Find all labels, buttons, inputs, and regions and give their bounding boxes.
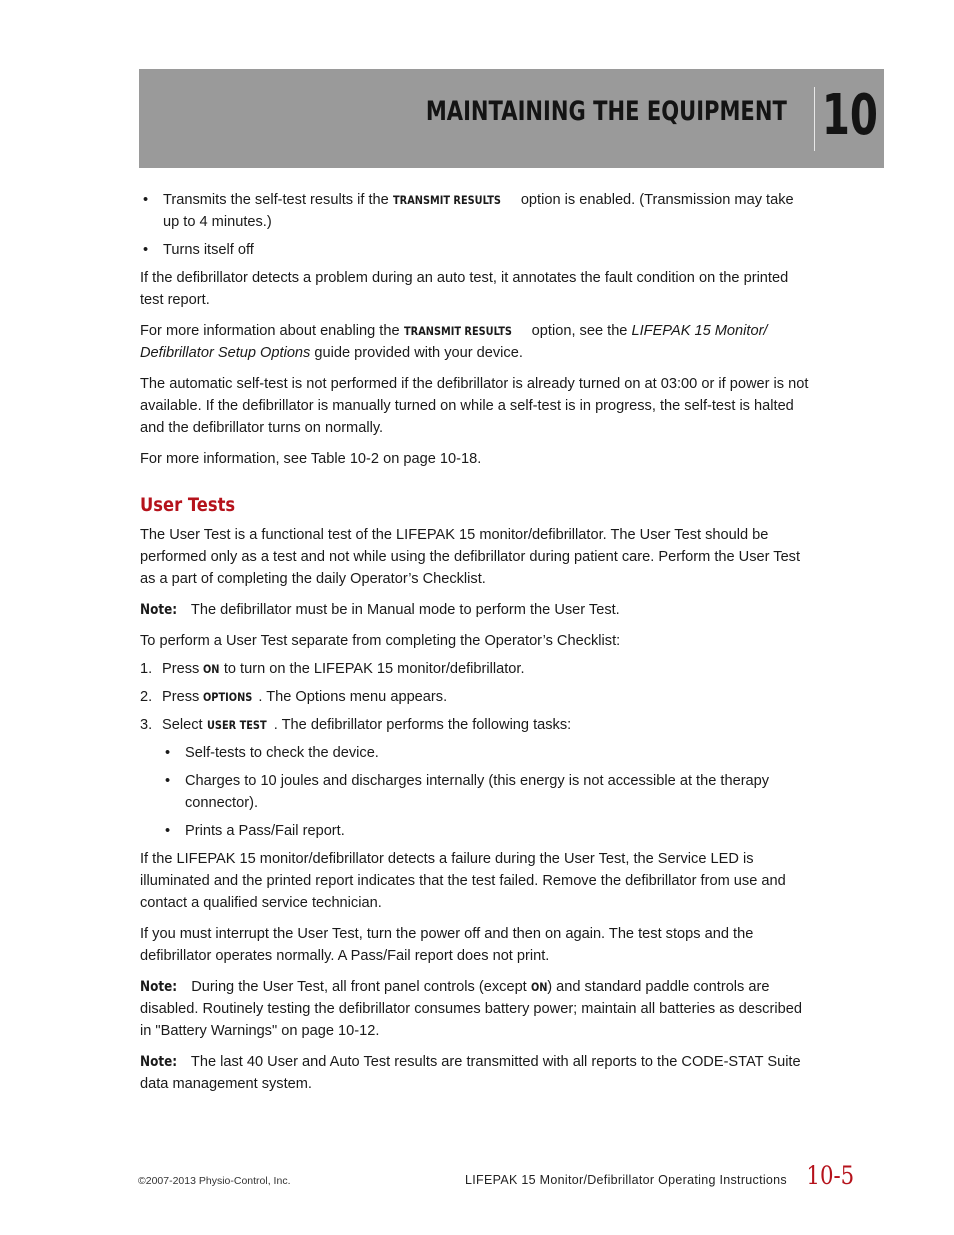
keyword: ON xyxy=(530,980,548,994)
tasks-list xyxy=(162,742,812,842)
keyword: OPTIONS xyxy=(203,690,253,704)
step-item: 2. Press OPTIONS . The Options menu appears. xyxy=(140,686,812,708)
list-item: • Turns itself off xyxy=(140,239,812,261)
paragraph: For more information, see Table 10-2 on page 10-18. xyxy=(140,451,482,467)
note: Note: The last 40 User and Auto Test results are transmitted with all reports to the CODE-STAT Suite data management system. xyxy=(140,1051,812,1095)
note-label: Note: xyxy=(140,1054,178,1070)
list-item: • Prints a Pass/Fail report. xyxy=(162,820,812,842)
paragraph: To perform a User Test separate from completing the Operator’s Checklist: xyxy=(140,633,621,649)
list-item: • Charges to 10 joules and discharges internally (this energy is not accessible at the therapy connector). xyxy=(162,770,812,814)
steps-list xyxy=(140,658,812,842)
paragraph: If the LIFEPAK 15 monitor/defibrillator detects a failure during the User Test, the Service LED is illuminated and the printed report indicates that the test failed. Remove the defibrillator from use and contact a qualified service technician. xyxy=(140,851,786,911)
step-item: 1. Press ON to turn on the LIFEPAK 15 monitor/defibrillator. xyxy=(140,658,812,680)
keyword: USER TEST xyxy=(206,718,267,732)
chapter-banner xyxy=(139,69,884,168)
keyword: TRANSMIT RESULTS xyxy=(392,193,501,207)
list-item: • Transmits the self-test results if the TRANSMIT RESULTS option is enabled. (Transmission may take up to 4 minutes.) xyxy=(140,189,812,233)
footer-copyright: ©2007-2013 Physio-Control, Inc. xyxy=(138,1175,291,1187)
note: Note: During the User Test, all front panel controls (except ON) and standard paddle controls are disabled. Routinely testing the defibrillator consumes battery power; maintain all batteries as described in "Battery Warnings" on page 10-12. xyxy=(140,976,812,1042)
section-heading: User Tests xyxy=(140,494,236,516)
note-label: Note: xyxy=(140,602,178,618)
step-item: 3. Select USER TEST . The defibrillator performs the following tasks: • Self-tests to check the device. • Charges to 10 joules and discharges internally (this energy is not accessible at the therapy connector). • Prints a Pass/Fail report. xyxy=(140,714,812,842)
paragraph: The User Test is a functional test of the LIFEPAK 15 monitor/defibrillator. The User Test should be performed only as a test and not while using the defibrillator during patient care. Perform the User Test as a part of completing the daily Operator’s Checklist. xyxy=(140,527,801,587)
list-item: • Self-tests to check the device. xyxy=(162,742,812,764)
note: Note: The defibrillator must be in Manual mode to perform the User Test. xyxy=(140,599,812,621)
note-label: Note: xyxy=(140,979,178,995)
keyword: TRANSMIT RESULTS xyxy=(403,324,512,338)
guide-title: LIFEPAK 15 Monitor/ Defibrillator Setup Options xyxy=(140,323,768,361)
page-number: 10-5 xyxy=(806,1161,854,1190)
keyword: ON xyxy=(203,662,220,676)
footer-doc-title: LIFEPAK 15 Monitor/Defibrillator Operating Instructions xyxy=(465,1173,787,1187)
paragraph: If you must interrupt the User Test, turn the power off and then on again. The test stops and the defibrillator operates normally. A Pass/Fail report does not print. xyxy=(140,926,754,964)
chapter-number: 10 xyxy=(821,83,878,148)
paragraph: For more information about enabling the TRANSMIT RESULTS option, see the LIFEPAK 15 Monitor/ Defibrillator Setup Options guide provided with your device. xyxy=(140,320,812,364)
chapter-divider xyxy=(814,87,815,151)
chapter-title: MAINTAINING THE EQUIPMENT xyxy=(426,96,787,127)
self-test-bullets xyxy=(140,189,812,261)
paragraph: The automatic self-test is not performed if the defibrillator is already turned on at 03:00 or if power is not available. If the defibrillator is manually turned on while a self-test is in progress, the self-test is halted and the defibrillator turns on normally. xyxy=(140,376,809,436)
page-content xyxy=(140,189,812,1104)
paragraph: If the defibrillator detects a problem during an auto test, it annotates the fault condition on the printed test report. xyxy=(140,270,789,308)
